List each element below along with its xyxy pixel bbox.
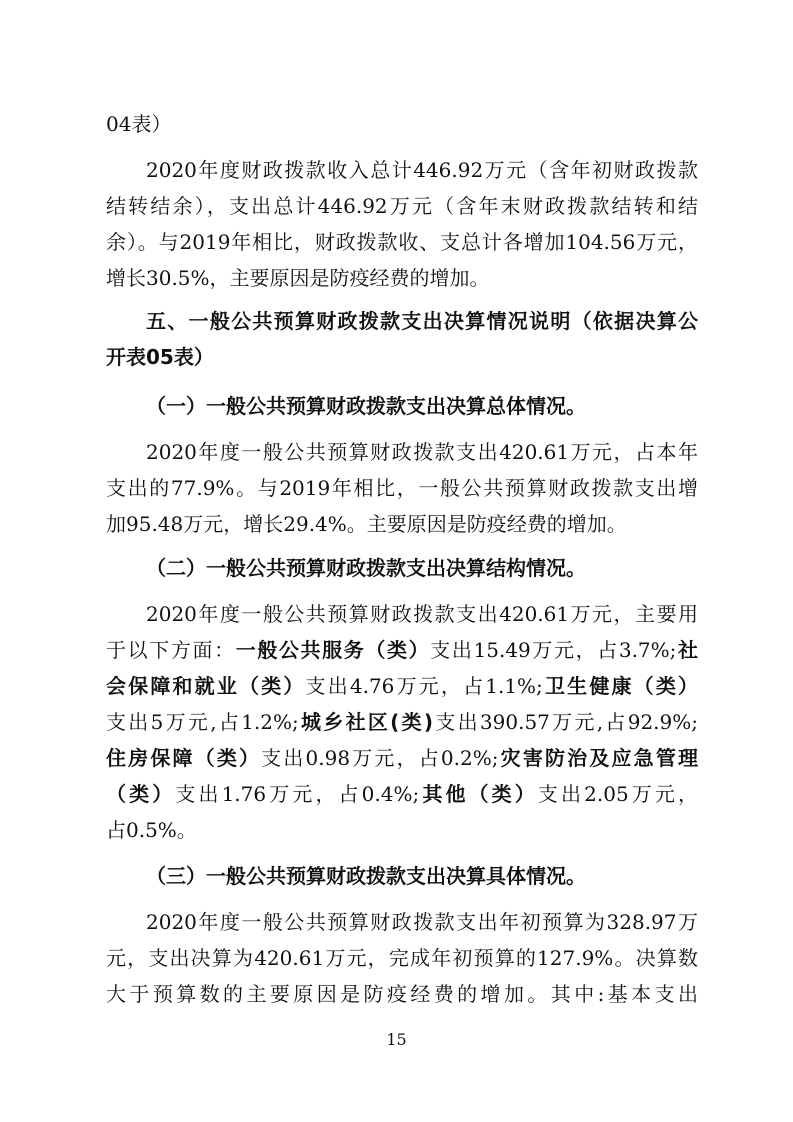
text-run: 支出390.57万元,占92.9%;	[433, 710, 698, 734]
text-run: 支出1.76万元，占0.4%;	[175, 782, 420, 806]
paragraph-line: 2020年度一般公共预算财政拨款支出420.61万元，占本年	[146, 440, 698, 464]
page-number: 15	[386, 1030, 407, 1049]
section-heading: 五、一般公共预算财政拨款支出决算情况说明（依据决算公	[146, 309, 698, 333]
paragraph-line: 结转结余），支出总计446.92万元（含年末财政拨款结转和结	[106, 194, 698, 218]
category-name: 灾害防治及应急管理	[498, 746, 698, 770]
subsection-heading: （三）一般公共预算财政拨款支出决算具体情况。	[146, 864, 586, 888]
paragraph-line: 2020年度财政拨款收入总计446.92万元（含年初财政拨款	[146, 158, 698, 182]
paragraph-line	[106, 666, 698, 706]
category-name: 一般公共服务（类）	[235, 638, 431, 662]
paragraph-line	[106, 702, 698, 742]
category-name: 住房保障（类）	[106, 746, 262, 770]
text-run: 支出0.98万元，占0.2%;	[261, 746, 499, 770]
paragraph-line: 2020年度一般公共预算财政拨款支出420.61万元，主要用	[146, 602, 698, 626]
paragraph-line: 04表）	[106, 112, 172, 136]
category-name: （类）	[106, 782, 176, 806]
paragraph-line: 大于预算数的主要原因是防疫经费的增加。其中:基本支出	[106, 982, 698, 1006]
text-run: 支出4.76万元，占1.1%;	[305, 674, 543, 698]
category-name: 其他（类）	[419, 782, 538, 806]
paragraph-line: 占0.5%。	[106, 818, 197, 842]
text-run: 于以下方面：	[106, 638, 236, 662]
section-heading: 开表05表）	[106, 345, 214, 369]
category-name: 城乡社区(类)	[298, 710, 434, 734]
subsection-heading: （一）一般公共预算财政拨款支出决算总体情况。	[146, 394, 586, 418]
paragraph-line	[106, 630, 698, 670]
paragraph-line: 增长30.5%，主要原因是防疫经费的增加。	[106, 266, 490, 290]
category-name: 社	[676, 638, 698, 662]
paragraph-line: 2020年度一般公共预算财政拨款支出年初预算为328.97万	[146, 910, 698, 934]
category-name: 会保障和就业（类）	[106, 674, 306, 698]
subsection-heading: （二）一般公共预算财政拨款支出决算结构情况。	[146, 556, 586, 580]
paragraph-line	[106, 738, 698, 778]
paragraph-line: 加95.48万元，增长29.4%。主要原因是防疫经费的增加。	[106, 512, 627, 536]
paragraph-line: 支出的77.9%。与2019年相比，一般公共预算财政拨款支出增	[106, 476, 698, 500]
paragraph-line: 元，支出决算为420.61万元，完成年初预算的127.9%。决算数	[106, 946, 698, 970]
text-run: 支出5万元,占1.2%;	[106, 710, 299, 734]
text-run: 支出15.49万元，占3.7%;	[430, 638, 677, 662]
paragraph-line	[106, 774, 698, 814]
paragraph-line: 余）。与2019年相比，财政拨款收、支总计各增加104.56万元，	[106, 230, 698, 254]
text-run: 支出2.05万元，	[537, 782, 698, 806]
category-name: 卫生健康（类）	[542, 674, 698, 698]
